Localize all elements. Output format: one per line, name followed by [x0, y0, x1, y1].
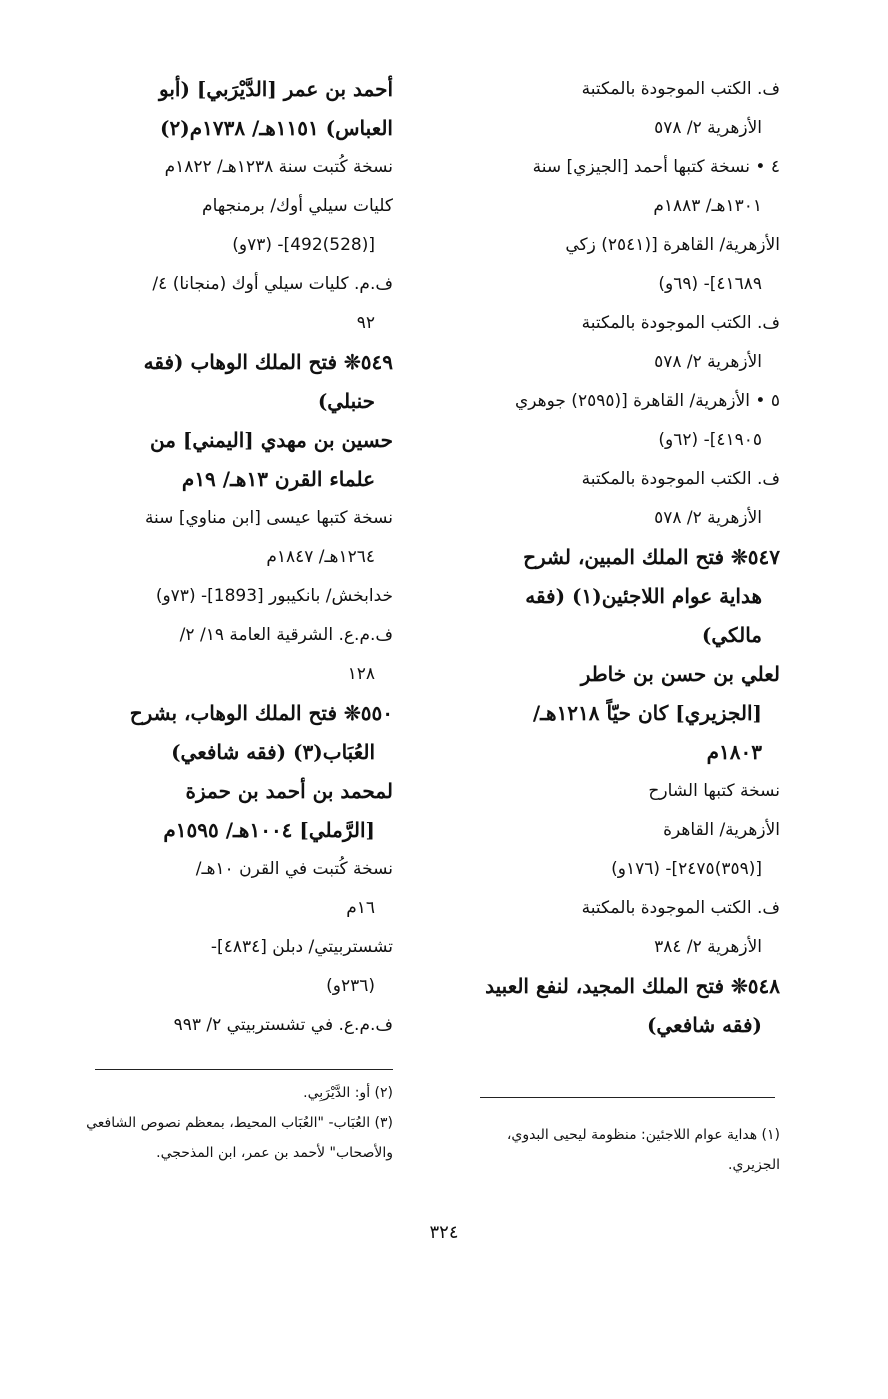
text-line: [الرَّملي] ١٠٠٤هـ/ ١٥٩٥م — [163, 818, 375, 842]
text-line: ف.م. كليات سيلي أوك (منجانا) ٤/ — [152, 274, 393, 294]
text-line: العباس) ١١٥١هـ/ ١٧٣٨م(٢) — [160, 116, 393, 140]
text-line: علماء القرن ١٣هـ/ ١٩م — [181, 467, 375, 491]
footnotes-left — [55, 1078, 393, 1168]
footnote-line: الجزيري. — [728, 1157, 780, 1173]
page-number: ٣٢٤ — [429, 1222, 459, 1243]
text-line: ٥٥٠❊ فتح الملك الوهاب، بشرح — [129, 701, 393, 725]
text-line: الأزهرية/ القاهرة [(٢٥٤١) زكي — [565, 235, 780, 255]
text-line: ٤ • نسخة كتبها أحمد [الجيزي] سنة — [532, 157, 780, 177]
text-line: (٢٣٦و) — [326, 976, 375, 996]
text-line: الأزهرية/ القاهرة — [663, 820, 780, 840]
text-line: الأزهرية ٢/ ٣٨٤ — [654, 937, 762, 957]
text-line: نسخة كتبها عيسى [ابن مناوي] سنة — [144, 508, 393, 528]
text-line: نسخة كُتبت سنة ١٢٣٨هـ/ ١٨٢٢م — [164, 157, 393, 177]
text-line: لمحمد بن أحمد بن حمزة — [185, 779, 393, 803]
text-line: كليات سيلي أوك/ برمنجهام — [202, 196, 393, 216]
text-line: لعلي بن حسن بن خاطر — [580, 662, 780, 686]
text-line: ٤١٦٨٩]- (٦٩و) — [658, 274, 762, 294]
right-column — [440, 70, 780, 1045]
text-line: نسخة كُتبت في القرن ١٠هـ/ — [195, 859, 393, 879]
text-line: تشستربيتي/ دبلن [٤٨٣٤]- — [210, 937, 393, 957]
footnote-rule-right — [480, 1097, 775, 1098]
text-line: ٥٤٩❊ فتح الملك الوهاب (فقه — [143, 350, 393, 374]
text-line: ف. الكتب الموجودة بالمكتبة — [581, 469, 780, 489]
footnotes-right — [440, 1120, 780, 1180]
text-line: ٤١٩٠٥]- (٦٢و) — [658, 430, 762, 450]
text-line: ٥ • الأزهرية/ القاهرة [(٢٥٩٥) جوهري — [514, 391, 780, 411]
text-line: حنبلي) — [317, 389, 375, 413]
footnote-rule-left — [95, 1069, 393, 1070]
text-line: الأزهرية ٢/ ٥٧٨ — [654, 118, 762, 138]
text-line: حسين بن مهدي [اليمني] من — [149, 428, 393, 452]
text-line: الأزهرية ٢/ ٥٧٨ — [654, 508, 762, 528]
text-line: الأزهرية ٢/ ٥٧٨ — [654, 352, 762, 372]
text-line: ف. الكتب الموجودة بالمكتبة — [581, 898, 780, 918]
text-line: مالكي) — [701, 623, 762, 647]
text-line: هداية عوام اللاجئين(١) (فقه — [525, 584, 762, 608]
text-line: نسخة كتبها الشارح — [648, 781, 780, 801]
footnote-line: (٢) أو: الدَّيْرَبِي. — [303, 1085, 393, 1101]
footnote-line: (٣) العُبَاب- "العُبَاب المحيط، بمعظم نصوص الشافعي — [86, 1115, 393, 1131]
text-line: ٥٤٨❊ فتح الملك المجيد، لنفع العبيد — [485, 974, 780, 998]
text-line: (فقه شافعي) — [646, 1013, 762, 1037]
footnote-line: (١) هداية عوام اللاجئين: منظومة ليحيى البدوي، — [506, 1127, 780, 1143]
left-column — [55, 70, 393, 1045]
text-line: [الجزيري] كان حيّاً ١٢١٨هـ/ — [532, 701, 762, 725]
text-line: ٥٤٧❊ فتح الملك المبين، لشرح — [523, 545, 780, 569]
text-line: ١٨٠٣م — [706, 740, 762, 764]
text-line: ف. الكتب الموجودة بالمكتبة — [581, 79, 780, 99]
text-line: ٩٢ — [356, 313, 375, 333]
text-line: ف. الكتب الموجودة بالمكتبة — [581, 313, 780, 333]
text-line: خدابخش/ بانكيبور [1893]- (٧٣و) — [155, 586, 393, 606]
text-line: ف.م.ع. الشرقية العامة ١٩/ ٢/ — [179, 625, 393, 645]
text-line: ١٣٠١هـ/ ١٨٨٣م — [653, 196, 762, 216]
text-line: ١٢٦٤هـ/ ١٨٤٧م — [266, 547, 375, 567]
text-line: أحمد بن عمر [الدَّيْرَبي] (أبو — [159, 77, 393, 101]
text-line: ١٦م — [346, 898, 375, 918]
text-line: ١٢٨ — [347, 664, 375, 684]
text-line: العُبَاب(٣) (فقه شافعي) — [171, 740, 375, 764]
text-line: ف.م.ع. في تشستربيتي ٢/ ٩٩٣ — [173, 1015, 393, 1035]
footnote-line: والأصحاب" لأحمد بن عمر، ابن المذحجي. — [156, 1145, 393, 1161]
text-line: [(528)492]- (٧٣و) — [232, 235, 375, 255]
text-line: [(٣٥٩)٢٤٧٥]- (١٧٦و) — [611, 859, 762, 879]
